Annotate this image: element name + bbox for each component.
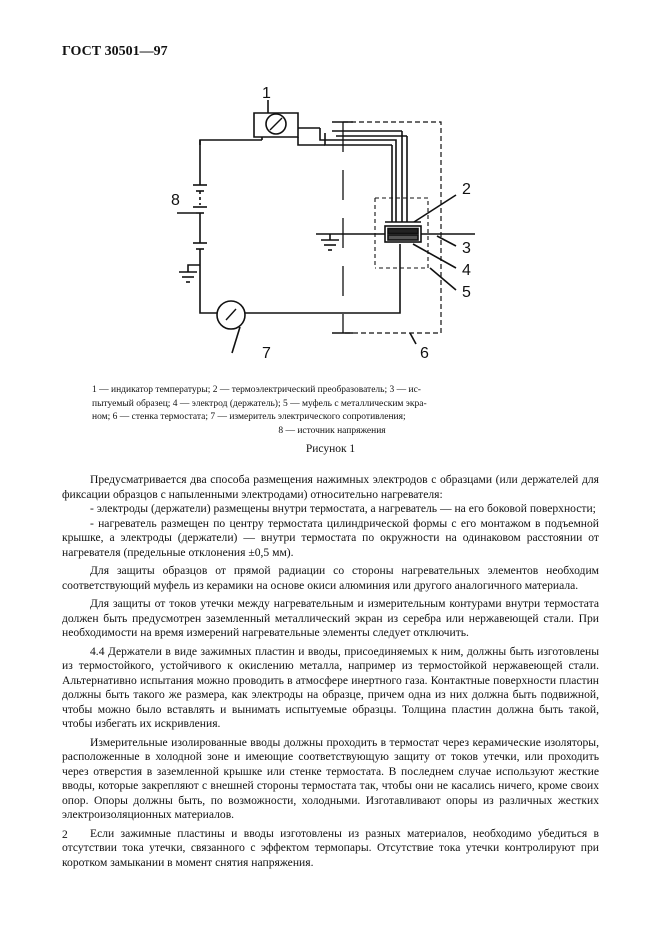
figure-label-3: 3 [462,240,471,257]
paragraph: Для защиты от токов утечки между нагревательным и измерительным контурами внутри термостата должен быть предусмотрен заземленный металлический экран из серебра или нержавеющей стали. При необходимости на время измерений нагревательные элементы следует отключить. [62,597,599,639]
paragraph: Измерительные изолированные вводы должны проходить в термостат через керамические изоляторы, расположенные в холодной зоне и имеющие соответствующую защиту от токов утечки, или проходить через отверстия в заземленной крышке или стенке термостата. В последнем случае используют жесткие вводы, которые закрепляют с внешней стороны термостата так, чтобы они не касались ничего, кроме своих опор. Опоры должны быть, по возможности, холодными. Изготавливают опоры из различных жестких электроизоляционных материалов. [62,735,599,821]
body-text [62,473,599,870]
figure-label-4: 4 [462,262,471,279]
paragraph: - электроды (держатели) размещены внутри термостата, а нагреватель — на его боковой поверхности; [90,502,596,515]
paragraph: Предусматривается два способа размещения нажимных электродов с образцами (или держателей для фиксации образцов с напыленными электродами) относительно нагревателя: [62,473,599,501]
figure-label-5: 5 [462,284,471,301]
paragraph: 4.4 Держатели в виде зажимных пластин и вводы, присоединяемых к ним, должны быть изготовлены из термостойкого, устойчивого к окислению металла, например из термостойкой нержавеющей стали. Альтернативно испытания можно проводить в атмосфере инертного газа. Контактные поверхности пластин должны быть такого же размера, как электроды на образце, причем одна из них должна быть подвижной, чтобы можно было вставлять и вынимать испытуемые образцы. Толщина пластин должна быть такой, чтобы избегать их искривления. [62,644,599,730]
caption-line: ном; 6 — стенка термостата; 7 — измеритель электрического сопротивления; [92,412,406,422]
circuit-diagram [0,60,661,380]
figure-title: Рисунок 1 [305,443,356,455]
figure-label-2: 2 [462,181,471,198]
figure-label-6: 6 [420,345,429,362]
caption-line: пытуемый образец; 4 — электрод (держатель); 5 — муфель с металлическим экра- [92,398,427,409]
paragraph: - нагреватель размещен по центру термостата цилиндрической формы с его монтажом в подъемной крышке, а электроды (держатели) — внутри термостата по окружности на одинаковом расстоянии от нагревателя (предельные отклонения ±0,5 мм). [62,516,599,559]
page-number: 2 [62,829,68,841]
figure-label-1: 1 [262,85,271,102]
figure-caption [92,384,572,438]
paragraph: Если зажимные пластины и вводы изготовлены из разных материалов, необходимо убедиться в отсутствии тока утечки, связанного с эффектом термопары. Отсутствие тока утечки контролируют при коротком замыкании в момент снятия напряжения. [62,826,599,869]
caption-line: 8 — источник напряжения [278,425,386,436]
document-header: ГОСТ 30501—97 [62,44,168,59]
figure-label-7: 7 [262,345,271,362]
figure-label-8: 8 [171,192,180,209]
caption-line: 1 — индикатор температуры; 2 — термоэлектрический преобразователь; 3 — ис- [92,385,421,395]
paragraph: Для защиты образцов от прямой радиации со стороны нагревательных элементов необходим соответствующий муфель из керамики на основе окиси алюминия или другого аналогичного материала. [62,564,599,592]
